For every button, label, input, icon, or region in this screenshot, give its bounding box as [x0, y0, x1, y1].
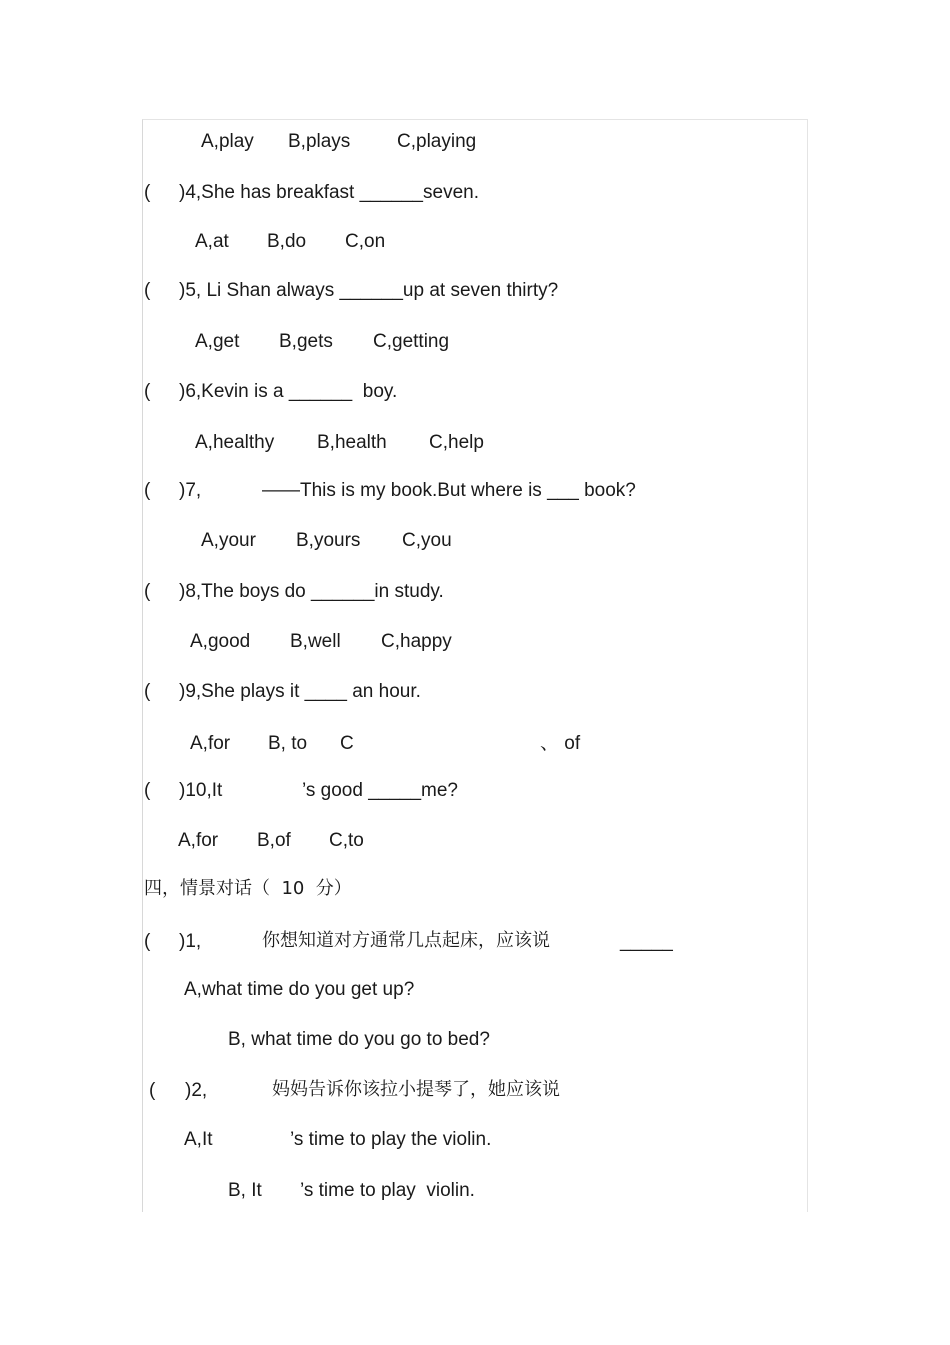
question-8: )8,The boys do ______in study.	[179, 581, 444, 602]
option-c: C,to	[329, 830, 364, 851]
answer-blank: _____	[620, 931, 673, 952]
option-b-rest: ’s time to play violin.	[300, 1180, 475, 1201]
option-a: A,It	[184, 1129, 213, 1150]
option-a: A,what time do you get up?	[184, 979, 415, 1000]
answer-paren: (	[144, 182, 151, 203]
answer-paren: (	[144, 681, 151, 702]
question-number: )7,	[179, 480, 202, 501]
answer-paren: (	[144, 480, 151, 501]
option-a: A,get	[195, 331, 240, 352]
option-a: A,for	[190, 733, 231, 754]
answer-paren: (	[149, 1080, 156, 1101]
option-b: B, what time do you go to bed?	[228, 1029, 490, 1050]
dialogue-prompt-2: 妈妈告诉你该拉小提琴了，她应该说	[272, 1079, 560, 1100]
option-b: B,do	[267, 231, 307, 252]
option-a: A,your	[201, 530, 256, 551]
answer-paren: (	[144, 581, 151, 602]
option-b: B, It	[228, 1180, 262, 1201]
option-b: B,health	[317, 432, 387, 453]
option-b: B,of	[257, 830, 291, 851]
option-c: C,happy	[381, 631, 452, 652]
option-c: C,help	[429, 432, 484, 453]
option-c-rest: 、 of	[540, 733, 581, 754]
option-b: B,well	[290, 631, 341, 652]
question-4: )4,She has breakfast ______seven.	[179, 182, 479, 203]
option-c: C,playing	[397, 131, 477, 152]
option-c: C	[340, 733, 354, 754]
question-number: )2,	[185, 1080, 208, 1101]
question-number: )1,	[179, 931, 202, 952]
option-a: A,at	[195, 231, 229, 252]
option-c: C,you	[402, 530, 452, 551]
option-a: A,healthy	[195, 432, 275, 453]
option-a: A,play	[201, 131, 254, 152]
option-a-rest: ’s time to play the violin.	[290, 1129, 492, 1150]
dialogue-prompt-1: 你想知道对方通常几点起床，应该说	[262, 930, 550, 951]
answer-paren: (	[144, 931, 151, 952]
answer-paren: (	[144, 780, 151, 801]
question-10: ’s good _____me?	[302, 780, 458, 801]
question-7: ——This is my book.But where is ___ book?	[262, 480, 636, 501]
answer-paren: (	[144, 381, 151, 402]
question-6: )6,Kevin is a ______ boy.	[179, 381, 398, 402]
section-heading: 四，情景对话（ 10 分）	[144, 878, 352, 899]
option-c: C,on	[345, 231, 386, 252]
question-number: )10,It	[179, 780, 223, 801]
option-b: B,yours	[296, 530, 361, 551]
option-a: A,good	[190, 631, 251, 652]
option-b: B, to	[268, 733, 308, 754]
option-b: B,plays	[288, 131, 351, 152]
question-5: )5, Li Shan always ______up at seven thirty?	[179, 280, 559, 301]
option-b: B,gets	[279, 331, 333, 352]
question-9: )9,She plays it ____ an hour.	[179, 681, 421, 702]
answer-paren: (	[144, 280, 151, 301]
option-c: C,getting	[373, 331, 450, 352]
option-a: A,for	[178, 830, 219, 851]
